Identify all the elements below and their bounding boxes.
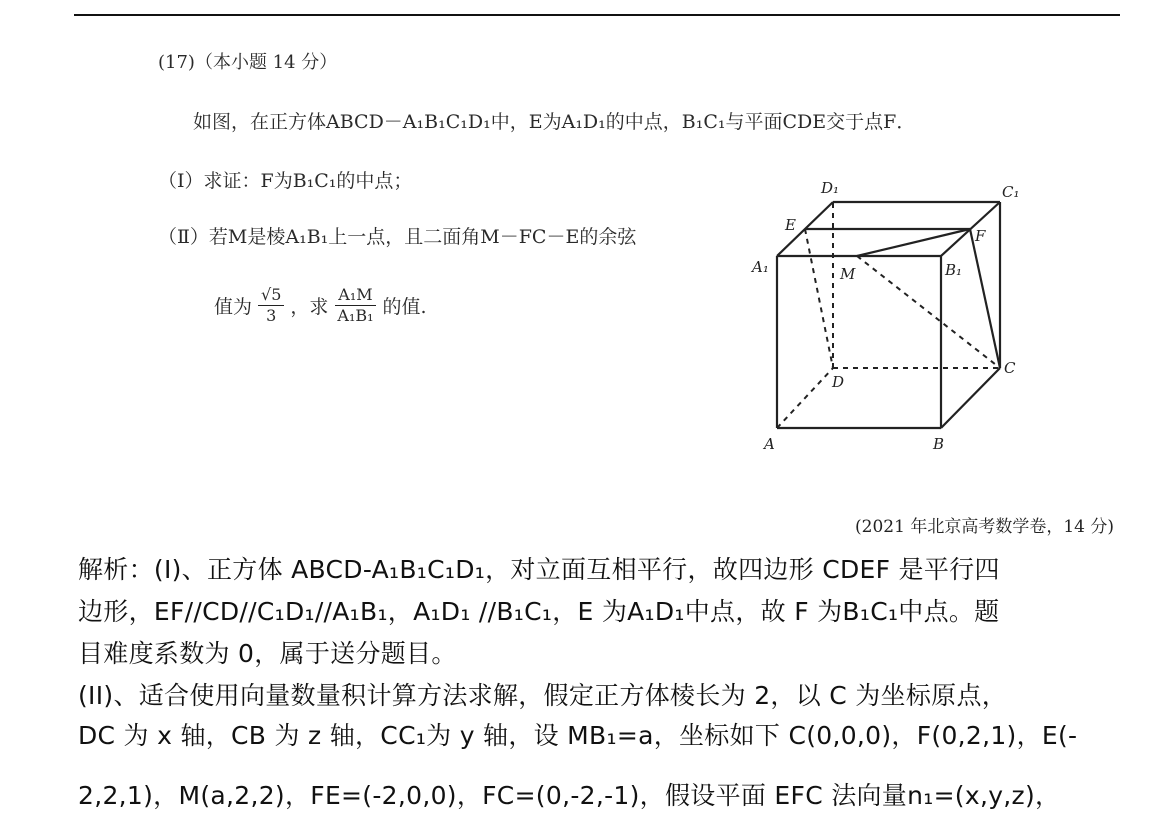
label-a1: A₁: [752, 258, 769, 276]
edge-bc: [941, 368, 1000, 428]
label-c1: C₁: [1002, 183, 1020, 201]
fraction-sqrt5-over-3: [258, 286, 284, 324]
label-f: F: [975, 227, 986, 245]
question-stem: 如图，在正方体ABCD－A₁B₁C₁D₁中，E为A₁D₁的中点，B₁C₁与平面CDE交于点F．: [193, 111, 916, 133]
label-b1: B₁: [945, 261, 963, 279]
segment-fc: [970, 229, 1000, 368]
fraction-a1m-over-a1b1: [334, 286, 376, 324]
label-d: D: [832, 373, 845, 391]
source-note: (2021 年北京高考数学卷，14 分): [855, 517, 1114, 537]
solution-line-6: 2,2,1)，M(a,2,2)，FE=(-2,0,0)，FC=(0,-2,-1)，假设平面 EFC 法向量n₁=(x,y,z)，: [78, 781, 1061, 810]
question-title: (17)（本小题 14 分）: [158, 52, 338, 73]
solution-line-2: 边形，EF//CD//C₁D₁//A₁B₁，A₁D₁ //B₁C₁，E 为A₁D₁中点，故 F 为B₁C₁中点。题: [78, 597, 1000, 626]
part3-prefix: 值为: [214, 295, 253, 318]
solution-line-3: 目难度系数为 0，属于送分题目。: [78, 639, 457, 668]
fraction-denominator: 3: [266, 305, 277, 325]
question-part1: （Ⅰ）求证：F为B₁C₁的中点；: [158, 170, 413, 192]
solution-line-4: (II)、适合使用向量数量积计算方法求解，假定正方体棱长为 2，以 C 为坐标原点，: [78, 681, 1008, 710]
cube-figure: [740, 175, 1040, 465]
segment-ed-hidden: [805, 229, 833, 368]
segment-mf: [857, 229, 970, 256]
fraction-numerator: A₁M: [335, 286, 375, 306]
label-d1: D₁: [821, 179, 840, 197]
top-rule: [74, 14, 1120, 16]
question-part3: [214, 286, 427, 324]
question-part2: （Ⅱ）若M是棱A₁B₁上一点，且二面角M－FC－E的余弦: [158, 226, 637, 248]
label-c: C: [1004, 359, 1016, 377]
solution-line-1: 解析：(I)、正方体 ABCD-A₁B₁C₁D₁，对立面互相平行，故四边形 CDEF 是平行四: [78, 555, 1000, 584]
fraction-numerator: √5: [258, 286, 284, 306]
label-e: E: [785, 216, 796, 234]
label-m: M: [840, 265, 856, 283]
edge-ad-hidden: [777, 368, 833, 428]
label-b: B: [933, 435, 945, 453]
label-a: A: [764, 435, 775, 453]
part3-suffix: 的值.: [382, 295, 427, 318]
solution-line-5: DC 为 x 轴，CB 为 z 轴，CC₁为 y 轴，设 MB₁=a，坐标如下 C(0,0,0)，F(0,2,1)，E(-: [78, 721, 1078, 750]
part3-mid: ，求: [290, 295, 329, 318]
fraction-denominator: A₁B₁: [337, 305, 374, 325]
